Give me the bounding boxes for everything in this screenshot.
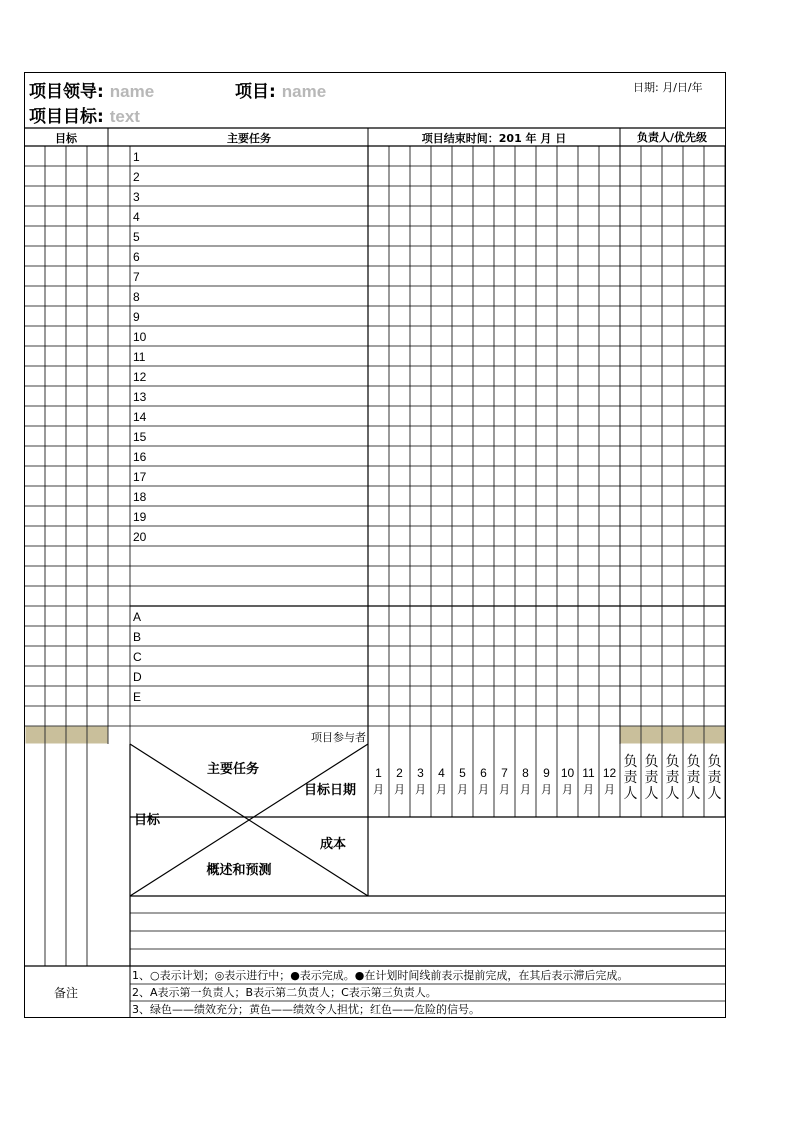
task-row-number: 16 [133, 450, 147, 464]
column-end-time-header: 项目结束时间：201 年 月 日 [421, 132, 567, 145]
owner-header-char: 负 [623, 754, 638, 770]
task-row-number: 9 [133, 310, 140, 324]
task-row-number: 18 [133, 490, 147, 504]
owner-band-cell [621, 727, 641, 744]
month-unit: 月 [562, 783, 573, 796]
month-number: 4 [438, 766, 445, 780]
owner-band-cell [684, 727, 704, 744]
month-number: 6 [480, 766, 487, 780]
task-row-number: 19 [133, 510, 147, 524]
notes-label: 备注 [53, 986, 79, 1000]
column-owner-priority-header: 负责人/优先级 [636, 131, 708, 144]
band-cell [88, 727, 108, 744]
matrix-main-task-label: 主要任务 [206, 762, 260, 777]
month-number: 1 [375, 766, 382, 780]
month-unit: 月 [373, 783, 384, 796]
task-row-number: 20 [133, 530, 147, 544]
leader-value[interactable]: name [109, 82, 155, 101]
matrix-cost-label: 成本 [319, 837, 347, 852]
task-row-number: 10 [133, 330, 147, 344]
month-unit: 月 [415, 783, 426, 796]
project-plan-sheet [24, 72, 726, 1018]
owner-header-char: 责 [707, 770, 722, 786]
band-cell [46, 727, 66, 744]
month-unit: 月 [478, 783, 489, 796]
month-number: 2 [396, 766, 403, 780]
matrix-goal-label: 目标 [133, 813, 161, 828]
project-label: 项目: [235, 82, 276, 102]
month-unit: 月 [394, 783, 405, 796]
task-row-number: 15 [133, 430, 147, 444]
month-number: 12 [602, 766, 617, 780]
task-row-number: 13 [133, 390, 147, 404]
owner-band-cell [663, 727, 683, 744]
month-number: 5 [459, 766, 466, 780]
participants-label: 项目参与者 [311, 731, 366, 744]
month-unit: 月 [520, 783, 531, 796]
owner-header-char: 人 [623, 786, 638, 802]
letter-row-label: E [133, 690, 142, 704]
task-row-number: 8 [133, 290, 140, 304]
project-value[interactable]: name [281, 82, 327, 101]
month-unit: 月 [541, 783, 552, 796]
letter-row-label: A [133, 610, 142, 624]
owner-header-char: 负 [707, 754, 722, 770]
month-number: 11 [582, 766, 595, 780]
goal-label: 项目目标: [29, 107, 104, 127]
owner-header-char: 人 [686, 786, 701, 802]
task-row-number: 2 [133, 170, 140, 184]
owner-header-char: 责 [665, 770, 680, 786]
task-row-number: 4 [133, 210, 140, 224]
owner-header-char: 责 [686, 770, 701, 786]
month-number: 3 [417, 766, 424, 780]
column-goal-header: 目标 [55, 132, 77, 145]
band-cell [26, 727, 45, 744]
letter-row-label: D [133, 670, 142, 684]
month-unit: 月 [457, 783, 468, 796]
matrix-overview-label: 概述和预测 [206, 863, 272, 878]
task-row-number: 5 [133, 230, 140, 244]
task-row-number: 7 [133, 270, 140, 284]
month-unit: 月 [436, 783, 447, 796]
task-row-number: 14 [133, 410, 147, 424]
note-text: 1、○表示计划；◎表示进行中；●表示完成。●在计划时间线前表示提前完成，在其后表示滞后完成。 [132, 969, 629, 982]
leader-label: 项目领导: [29, 82, 104, 102]
column-main-task-header: 主要任务 [227, 132, 271, 145]
owner-header-char: 人 [665, 786, 680, 802]
task-row-number: 11 [133, 350, 146, 364]
owner-header-char: 负 [644, 754, 659, 770]
owner-header-char: 责 [644, 770, 659, 786]
task-row-number: 6 [133, 250, 140, 264]
owner-header-char: 负 [665, 754, 680, 770]
owner-band-cell [705, 727, 725, 744]
letter-row-label: C [133, 650, 142, 664]
note-text: 3、绿色——绩效充分；黄色——绩效令人担忧；红色——危险的信号。 [132, 1003, 480, 1016]
owner-header-char: 责 [623, 770, 638, 786]
task-row-number: 1 [133, 150, 140, 164]
note-text: 2、A表示第一负责人；B表示第二负责人；C表示第三负责人。 [132, 986, 437, 999]
month-unit: 月 [604, 783, 615, 796]
owner-header-char: 人 [644, 786, 659, 802]
task-row-number: 3 [133, 190, 140, 204]
month-unit: 月 [499, 783, 510, 796]
task-row-number: 17 [133, 470, 147, 484]
owner-header-char: 负 [686, 754, 701, 770]
matrix-target-date-label: 目标日期 [303, 783, 357, 798]
letter-row-label: B [133, 630, 142, 644]
month-number: 8 [522, 766, 529, 780]
task-row-number: 12 [133, 370, 147, 384]
month-unit: 月 [583, 783, 594, 796]
month-number: 7 [501, 766, 508, 780]
month-number: 10 [560, 766, 575, 780]
goal-value[interactable]: text [109, 107, 140, 126]
owner-header-char: 人 [707, 786, 722, 802]
date-label: 日期: 月/日/年 [633, 81, 703, 94]
owner-band-cell [642, 727, 662, 744]
plan-grid [25, 73, 725, 1017]
month-number: 9 [543, 766, 550, 780]
band-cell [67, 727, 87, 744]
